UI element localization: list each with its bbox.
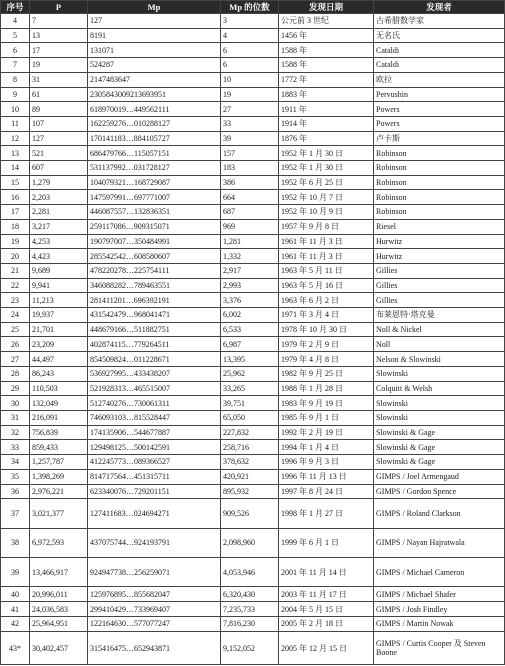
cell-p: 756,839 (30, 425, 88, 440)
cell-index: 42 (1, 616, 30, 631)
cell-discoverer: Slowinski (374, 396, 505, 411)
table-row (1, 322, 505, 337)
table-row (1, 116, 505, 131)
cell-discoverer: Nelson & Slowinski (374, 352, 505, 367)
header-discoverer: 发现者 (374, 1, 505, 14)
table-row (1, 440, 505, 455)
cell-mp: 854509824…011228671 (88, 352, 221, 367)
cell-discoverer: Cataldi (374, 43, 505, 58)
cell-p: 4,253 (30, 234, 88, 249)
cell-p: 110,503 (30, 381, 88, 396)
table-row (1, 352, 505, 367)
cell-mp: 315416475…652943871 (88, 631, 221, 665)
cell-mp: 190797007…350484991 (88, 234, 221, 249)
cell-discoverer: Slowinski (374, 366, 505, 381)
cell-index: 10 (1, 102, 30, 117)
cell-discoverer: Slowinski & Gage (374, 425, 505, 440)
table-row (1, 161, 505, 176)
cell-p: 89 (30, 102, 88, 117)
table-row (1, 28, 505, 43)
cell-index: 41 (1, 602, 30, 617)
cell-date: 1952 年 6 月 25 日 (279, 175, 374, 190)
cell-p: 2,281 (30, 205, 88, 220)
cell-date: 1588 年 (279, 43, 374, 58)
cell-discoverer: Slowinski & Gage (374, 440, 505, 455)
cell-p: 1,279 (30, 175, 88, 190)
cell-discoverer: GIMPS / Curtis Cooper 及 Steven Boone (374, 631, 505, 665)
table-row (1, 87, 505, 102)
table-row (1, 293, 505, 308)
cell-index: 8 (1, 72, 30, 87)
cell-mp: 346088282…789463551 (88, 278, 221, 293)
cell-index: 35 (1, 469, 30, 484)
table-row (1, 205, 505, 220)
cell-discoverer: Robinson (374, 190, 505, 205)
cell-p: 216,091 (30, 410, 88, 425)
cell-p: 521 (30, 146, 88, 161)
cell-p: 859,433 (30, 440, 88, 455)
cell-digits: 895,932 (221, 484, 279, 499)
cell-discoverer: 无名氏 (374, 28, 505, 43)
cell-date: 1983 年 9 月 19 日 (279, 396, 374, 411)
table-row (1, 499, 505, 528)
table-row (1, 455, 505, 470)
cell-index: 17 (1, 205, 30, 220)
cell-discoverer: GIMPS / Nayan Hajratwala (374, 528, 505, 557)
table-row (1, 175, 505, 190)
cell-digits: 183 (221, 161, 279, 176)
cell-discoverer: Gillies (374, 263, 505, 278)
cell-index: 25 (1, 322, 30, 337)
cell-date: 1952 年 1 月 30 日 (279, 146, 374, 161)
table-row (1, 425, 505, 440)
cell-mp: 512740276…730061311 (88, 396, 221, 411)
cell-index: 36 (1, 484, 30, 499)
cell-discoverer: 古希腊数学家 (374, 14, 505, 29)
cell-p: 19 (30, 58, 88, 73)
cell-discoverer: Colquitt & Welsh (374, 381, 505, 396)
table-row (1, 219, 505, 234)
cell-date: 1999 年 6 月 1 日 (279, 528, 374, 557)
cell-p: 7 (30, 14, 88, 29)
table-row (1, 190, 505, 205)
cell-date: 1911 年 (279, 102, 374, 117)
cell-index: 7 (1, 58, 30, 73)
table-row (1, 587, 505, 602)
cell-mp: 536927995…433438207 (88, 366, 221, 381)
cell-digits: 258,716 (221, 440, 279, 455)
cell-mp: 446087557…132836351 (88, 205, 221, 220)
cell-date: 2003 年 11 月 17 日 (279, 587, 374, 602)
cell-mp: 299410429…733969407 (88, 602, 221, 617)
cell-digits: 33 (221, 116, 279, 131)
cell-digits: 909,526 (221, 499, 279, 528)
cell-p: 25,964,951 (30, 616, 88, 631)
table-row (1, 528, 505, 557)
table-header-row (1, 1, 505, 14)
table-row (1, 558, 505, 587)
cell-index: 39 (1, 558, 30, 587)
cell-digits: 969 (221, 219, 279, 234)
cell-discoverer: 欧拉 (374, 72, 505, 87)
cell-p: 127 (30, 131, 88, 146)
cell-mp: 131071 (88, 43, 221, 58)
cell-p: 30,402,457 (30, 631, 88, 665)
cell-index: 43* (1, 631, 30, 665)
cell-digits: 6,002 (221, 308, 279, 323)
cell-discoverer: Gillies (374, 293, 505, 308)
table-row (1, 249, 505, 264)
cell-date: 1978 年 10 月 30 日 (279, 322, 374, 337)
cell-index: 26 (1, 337, 30, 352)
cell-p: 11,213 (30, 293, 88, 308)
cell-discoverer: Robinson (374, 146, 505, 161)
cell-date: 1963 年 5 月 11 日 (279, 263, 374, 278)
cell-index: 11 (1, 116, 30, 131)
cell-p: 1,257,787 (30, 455, 88, 470)
cell-p: 132,049 (30, 396, 88, 411)
cell-mp: 122164630…577077247 (88, 616, 221, 631)
cell-index: 21 (1, 263, 30, 278)
cell-date: 1971 年 3 月 4 日 (279, 308, 374, 323)
cell-date: 1961 年 11 月 3 日 (279, 249, 374, 264)
cell-mp: 521928313…465515007 (88, 381, 221, 396)
cell-discoverer: Hurwitz (374, 249, 505, 264)
cell-digits: 3 (221, 14, 279, 29)
cell-p: 1,398,269 (30, 469, 88, 484)
cell-digits: 65,050 (221, 410, 279, 425)
cell-digits: 19 (221, 87, 279, 102)
cell-index: 14 (1, 161, 30, 176)
cell-discoverer: Robinson (374, 205, 505, 220)
cell-digits: 7,235,733 (221, 602, 279, 617)
cell-discoverer: Powers (374, 102, 505, 117)
table-row (1, 308, 505, 323)
cell-digits: 25,962 (221, 366, 279, 381)
cell-p: 607 (30, 161, 88, 176)
cell-p: 61 (30, 87, 88, 102)
cell-mp: 437075744…924193791 (88, 528, 221, 557)
cell-index: 30 (1, 396, 30, 411)
cell-index: 38 (1, 528, 30, 557)
cell-discoverer: Robinson (374, 161, 505, 176)
table-row (1, 616, 505, 631)
cell-digits: 378,632 (221, 455, 279, 470)
cell-date: 1914 年 (279, 116, 374, 131)
table-row (1, 72, 505, 87)
cell-date: 1982 年 9 月 25 日 (279, 366, 374, 381)
cell-index: 27 (1, 352, 30, 367)
cell-mp: 2147483647 (88, 72, 221, 87)
cell-date: 1996 年 11 月 13 日 (279, 469, 374, 484)
cell-index: 23 (1, 293, 30, 308)
cell-index: 32 (1, 425, 30, 440)
cell-p: 9,941 (30, 278, 88, 293)
cell-discoverer: GIMPS / Michael Cameron (374, 558, 505, 587)
cell-discoverer: GIMPS / Josh Findley (374, 602, 505, 617)
cell-digits: 386 (221, 175, 279, 190)
cell-digits: 33,265 (221, 381, 279, 396)
cell-mp: 431542479…968041471 (88, 308, 221, 323)
cell-date: 1979 年 2 月 9 日 (279, 337, 374, 352)
cell-digits: 13,395 (221, 352, 279, 367)
cell-date: 1456 年 (279, 28, 374, 43)
cell-date: 1588 年 (279, 58, 374, 73)
cell-index: 37 (1, 499, 30, 528)
cell-mp: 478220278…225754111 (88, 263, 221, 278)
cell-date: 1998 年 1 月 27 日 (279, 499, 374, 528)
table-row (1, 469, 505, 484)
header-date: 发现日期 (279, 1, 374, 14)
cell-discoverer: GIMPS / Roland Clarkson (374, 499, 505, 528)
cell-discoverer: Noll & Nickel (374, 322, 505, 337)
cell-discoverer: GIMPS / Martin Nowak (374, 616, 505, 631)
cell-digits: 39 (221, 131, 279, 146)
cell-mp: 162259276…010288127 (88, 116, 221, 131)
cell-digits: 9,152,052 (221, 631, 279, 665)
cell-index: 18 (1, 219, 30, 234)
cell-index: 22 (1, 278, 30, 293)
cell-digits: 3,376 (221, 293, 279, 308)
cell-digits: 6,320,430 (221, 587, 279, 602)
table-row (1, 337, 505, 352)
cell-date: 1957 年 9 月 8 日 (279, 219, 374, 234)
cell-date: 1992 年 2 月 19 日 (279, 425, 374, 440)
cell-p: 86,243 (30, 366, 88, 381)
cell-mp: 8191 (88, 28, 221, 43)
cell-index: 19 (1, 234, 30, 249)
cell-digits: 664 (221, 190, 279, 205)
cell-discoverer: Cataldi (374, 58, 505, 73)
cell-discoverer: 布莱恩特·塔克曼 (374, 308, 505, 323)
cell-index: 28 (1, 366, 30, 381)
cell-digits: 1,281 (221, 234, 279, 249)
cell-p: 44,497 (30, 352, 88, 367)
cell-discoverer: 卢卡斯 (374, 131, 505, 146)
cell-date: 公元前 3 世纪 (279, 14, 374, 29)
table-row (1, 366, 505, 381)
cell-discoverer: Slowinski & Gage (374, 455, 505, 470)
table-row (1, 58, 505, 73)
cell-digits: 4,053,946 (221, 558, 279, 587)
table-row (1, 14, 505, 29)
cell-index: 29 (1, 381, 30, 396)
cell-mp: 618970019…449562111 (88, 102, 221, 117)
cell-discoverer: Gillies (374, 278, 505, 293)
table-row (1, 234, 505, 249)
cell-discoverer: GIMPS / Joel Armengaud (374, 469, 505, 484)
cell-mp: 127 (88, 14, 221, 29)
cell-date: 2004 年 5 月 15 日 (279, 602, 374, 617)
cell-discoverer: Powers (374, 116, 505, 131)
header-digits: Mp 的位数 (221, 1, 279, 14)
cell-date: 1996 年 9 月 3 日 (279, 455, 374, 470)
cell-digits: 227,832 (221, 425, 279, 440)
cell-mp: 281411201…696392191 (88, 293, 221, 308)
cell-index: 40 (1, 587, 30, 602)
table-row (1, 484, 505, 499)
cell-discoverer: Robinson (374, 175, 505, 190)
cell-p: 3,217 (30, 219, 88, 234)
cell-mp: 170141183…884105727 (88, 131, 221, 146)
cell-mp: 285542542…608580607 (88, 249, 221, 264)
cell-p: 13 (30, 28, 88, 43)
cell-digits: 157 (221, 146, 279, 161)
cell-digits: 6 (221, 43, 279, 58)
cell-index: 5 (1, 28, 30, 43)
cell-date: 1961 年 11 月 3 日 (279, 234, 374, 249)
cell-index: 6 (1, 43, 30, 58)
cell-date: 1985 年 9 月 1 日 (279, 410, 374, 425)
header-mp: Mp (88, 1, 221, 14)
cell-date: 2005 年 2 月 18 日 (279, 616, 374, 631)
cell-mp: 127411683…024694271 (88, 499, 221, 528)
cell-digits: 10 (221, 72, 279, 87)
cell-mp: 814717564…451315711 (88, 469, 221, 484)
cell-mp: 448679166…511882751 (88, 322, 221, 337)
cell-p: 23,209 (30, 337, 88, 352)
cell-p: 6,972,593 (30, 528, 88, 557)
cell-discoverer: Hurwitz (374, 234, 505, 249)
table-row (1, 131, 505, 146)
table-row (1, 278, 505, 293)
cell-index: 12 (1, 131, 30, 146)
cell-date: 1979 年 4 月 8 日 (279, 352, 374, 367)
cell-discoverer: Slowinski (374, 410, 505, 425)
cell-date: 1876 年 (279, 131, 374, 146)
cell-p: 19,937 (30, 308, 88, 323)
cell-digits: 1,332 (221, 249, 279, 264)
cell-index: 24 (1, 308, 30, 323)
cell-p: 9,689 (30, 263, 88, 278)
cell-digits: 2,917 (221, 263, 279, 278)
table-body (1, 14, 505, 665)
cell-digits: 6,533 (221, 322, 279, 337)
cell-p: 24,036,583 (30, 602, 88, 617)
cell-date: 1963 年 5 月 16 日 (279, 278, 374, 293)
table-row (1, 410, 505, 425)
cell-mp: 174135906…544677887 (88, 425, 221, 440)
table-row (1, 263, 505, 278)
cell-digits: 6,987 (221, 337, 279, 352)
cell-index: 4 (1, 14, 30, 29)
cell-mp: 129498125…500142591 (88, 440, 221, 455)
cell-index: 15 (1, 175, 30, 190)
cell-digits: 27 (221, 102, 279, 117)
cell-date: 1883 年 (279, 87, 374, 102)
cell-digits: 4 (221, 28, 279, 43)
cell-p: 2,976,221 (30, 484, 88, 499)
cell-p: 17 (30, 43, 88, 58)
cell-index: 34 (1, 455, 30, 470)
table-row (1, 146, 505, 161)
cell-index: 20 (1, 249, 30, 264)
cell-p: 107 (30, 116, 88, 131)
cell-p: 2,203 (30, 190, 88, 205)
cell-p: 3,021,377 (30, 499, 88, 528)
table-row (1, 602, 505, 617)
table-row (1, 102, 505, 117)
cell-date: 1952 年 10 月 9 日 (279, 205, 374, 220)
cell-date: 1772 年 (279, 72, 374, 87)
cell-mp: 104079321…168729087 (88, 175, 221, 190)
table-row (1, 381, 505, 396)
cell-mp: 623340076…729201151 (88, 484, 221, 499)
header-index: 序号 (1, 1, 30, 14)
cell-digits: 2,993 (221, 278, 279, 293)
cell-discoverer: Riesel (374, 219, 505, 234)
cell-date: 1988 年 1 月 28 日 (279, 381, 374, 396)
cell-index: 33 (1, 440, 30, 455)
cell-mp: 746093103…815528447 (88, 410, 221, 425)
cell-p: 4,423 (30, 249, 88, 264)
table-row (1, 631, 505, 665)
cell-index: 16 (1, 190, 30, 205)
cell-digits: 7,816,230 (221, 616, 279, 631)
cell-digits: 6 (221, 58, 279, 73)
cell-mp: 531137992…031728127 (88, 161, 221, 176)
cell-mp: 2305843009213693951 (88, 87, 221, 102)
cell-mp: 259117086…909315071 (88, 219, 221, 234)
cell-index: 9 (1, 87, 30, 102)
cell-date: 1963 年 6 月 2 日 (279, 293, 374, 308)
header-p: P (30, 1, 88, 14)
cell-mp: 924947738…256259071 (88, 558, 221, 587)
cell-date: 2001 年 11 月 14 日 (279, 558, 374, 587)
cell-p: 20,996,011 (30, 587, 88, 602)
cell-mp: 412245773…089366527 (88, 455, 221, 470)
cell-discoverer: Noll (374, 337, 505, 352)
cell-digits: 687 (221, 205, 279, 220)
cell-discoverer: Pervushin (374, 87, 505, 102)
cell-date: 2005 年 12 月 15 日 (279, 631, 374, 665)
cell-mp: 402874115…779264511 (88, 337, 221, 352)
cell-mp: 147597991…697771007 (88, 190, 221, 205)
table-row (1, 396, 505, 411)
cell-date: 1952 年 1 月 30 日 (279, 161, 374, 176)
cell-digits: 420,921 (221, 469, 279, 484)
cell-p: 13,466,917 (30, 558, 88, 587)
cell-index: 13 (1, 146, 30, 161)
cell-digits: 39,751 (221, 396, 279, 411)
cell-p: 31 (30, 72, 88, 87)
cell-index: 31 (1, 410, 30, 425)
cell-digits: 2,098,960 (221, 528, 279, 557)
cell-discoverer: GIMPS / Michael Shafer (374, 587, 505, 602)
cell-mp: 686479766…115057151 (88, 146, 221, 161)
cell-mp: 125976895…855682047 (88, 587, 221, 602)
cell-mp: 524287 (88, 58, 221, 73)
cell-p: 21,701 (30, 322, 88, 337)
table-row (1, 43, 505, 58)
cell-discoverer: GIMPS / Gordon Spence (374, 484, 505, 499)
cell-date: 1994 年 1 月 4 日 (279, 440, 374, 455)
cell-date: 1952 年 10 月 7 日 (279, 190, 374, 205)
cell-date: 1997 年 8 月 24 日 (279, 484, 374, 499)
